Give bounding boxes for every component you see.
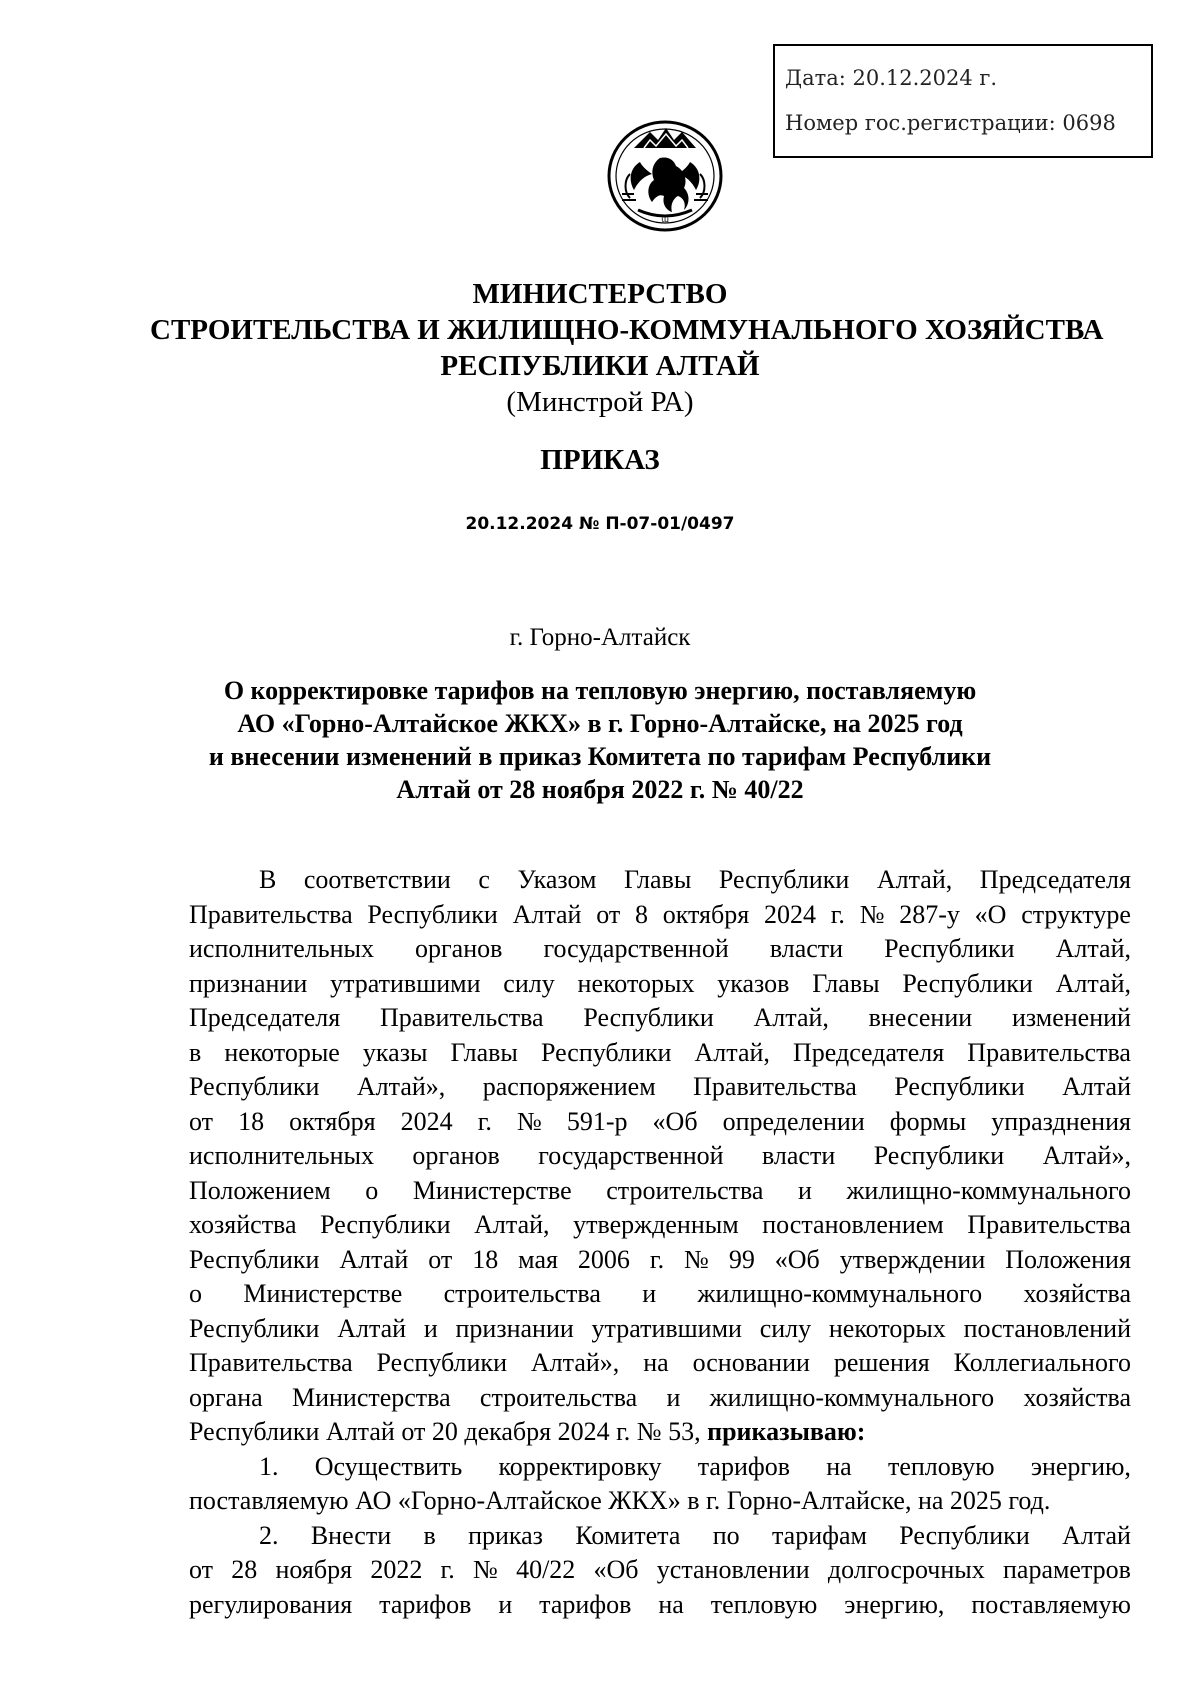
body-word: г. [830, 899, 845, 929]
body-word: № [473, 1555, 498, 1584]
body-line [189, 1346, 1131, 1381]
body-word: поставляемую [971, 1589, 1131, 1619]
body-line [189, 1277, 1131, 1312]
body-line [189, 1415, 1131, 1450]
body-word: Положением [189, 1175, 331, 1205]
body-word: государственной [538, 1141, 724, 1170]
body-word: Алтай, [753, 1003, 829, 1032]
body-word: Правительства [379, 1003, 544, 1032]
body-word: «Об [774, 1244, 820, 1274]
body-word: Республики [320, 1210, 451, 1239]
body-word: тарифов [379, 1589, 472, 1619]
body-word: Правительства [189, 1348, 353, 1377]
body-word: Коллегиального [953, 1348, 1131, 1377]
body-word: жилищно-коммунального [709, 1382, 995, 1412]
body-word: № [859, 899, 885, 929]
body-word: В [259, 865, 277, 894]
body-word: хозяйства [1023, 1279, 1131, 1308]
body-word: Алтай, [876, 865, 953, 894]
body-word: 287-у [899, 899, 960, 929]
body-word: утверждении [839, 1244, 986, 1274]
body-word: Указом [517, 865, 597, 894]
body-word: тепловую [887, 1451, 995, 1481]
body-word: постановлений [963, 1313, 1131, 1343]
body-word: Республики [189, 1072, 320, 1101]
body-line [189, 1105, 1131, 1140]
body-word: Алтай, [474, 1210, 550, 1239]
body-line [189, 1036, 1131, 1071]
subject-line: Алтай от 28 ноября 2022 г. № 40/22 [396, 775, 804, 804]
body-word: формы [889, 1106, 967, 1136]
body-word: 2006 [577, 1244, 630, 1274]
body-word: Алтай, [1055, 934, 1131, 963]
body-line [189, 863, 1131, 898]
body-word: власти [769, 934, 844, 963]
body-word: Алтай, [694, 1037, 770, 1067]
body-word: 2024 [400, 1106, 453, 1136]
body-word: 28 [231, 1555, 258, 1584]
body-word: Республики [189, 1313, 320, 1343]
body-line [189, 1243, 1131, 1278]
body-word: Республики [899, 1520, 1030, 1550]
body-line [189, 1553, 1131, 1588]
subject-line: О корректировке тарифов на тепловую энергию, поставляемую [223, 676, 977, 705]
body-word: мая [518, 1244, 558, 1274]
body-line-text: Республики Алтай от 20 декабря 2024 г. № 53, [189, 1417, 701, 1446]
body-word: на [658, 1589, 684, 1619]
body-word: Республики [376, 1348, 507, 1377]
body-word: от [189, 1555, 214, 1584]
coat-of-arms-icon [600, 118, 730, 234]
body-word: тарифов [539, 1589, 632, 1619]
body-word: Республики [718, 865, 850, 894]
body-word: «О [974, 899, 1007, 929]
ministry-title-line: РЕСПУБЛИКИ АЛТАЙ [440, 350, 760, 382]
body-word: Главы [450, 1037, 518, 1067]
ministry-title-line: СТРОИТЕЛЬСТВА И ЖИЛИЩНО-КОММУНАЛЬНОГО ХОЗЯЙСТВА [150, 314, 1104, 346]
body-word: Министерстве [412, 1175, 572, 1205]
body-word: жилищно-коммунального [697, 1279, 983, 1308]
body-line [189, 1588, 1131, 1623]
body-word: Министерстве [243, 1279, 403, 1308]
body-word: октября [662, 899, 750, 929]
body-word: регулирования [189, 1589, 353, 1619]
body-word: 99 [728, 1244, 755, 1274]
body-line: поставляемую АО «Горно-Алтайское ЖКХ» в г. Горно-Алтайске, на 2025 год. [189, 1486, 1051, 1515]
body-line [189, 1208, 1131, 1243]
body-word: постановлением [762, 1210, 944, 1239]
body-word: 591-р [566, 1106, 628, 1136]
body-word: Республики [873, 1141, 1005, 1170]
body-word: Внести [310, 1520, 392, 1550]
body-word: определении [722, 1106, 865, 1136]
body-word: внесении [868, 1003, 973, 1032]
body-word: указов [717, 968, 790, 998]
body-line [189, 932, 1131, 967]
body-word: Республики [583, 1003, 714, 1032]
body-word: исполнительных [189, 934, 374, 963]
order-subject [150, 674, 1050, 806]
ministry-short-name: (Минстрой РА) [506, 386, 694, 418]
body-word: «Об [652, 1106, 698, 1136]
registration-number-label: Номер гос.регистрации: [785, 111, 1056, 135]
body-word: Алтай [337, 1313, 407, 1343]
registration-date-row [785, 66, 1151, 111]
body-word: жилищно-коммунального [846, 1175, 1131, 1205]
body-word: и [642, 1279, 657, 1308]
body-word: изменений [1011, 1003, 1131, 1032]
body-word: силу [759, 1313, 812, 1343]
order-body [189, 863, 1131, 1622]
body-word: о [189, 1279, 202, 1308]
body-word: энергию, [844, 1589, 945, 1619]
body-word: Осуществить [314, 1451, 463, 1481]
body-line [189, 1001, 1131, 1036]
body-word: г. [440, 1555, 455, 1584]
body-word: Республики [189, 1244, 320, 1274]
body-word: Республики [884, 934, 1015, 963]
body-word: утвержденным [573, 1210, 739, 1239]
body-line [189, 1139, 1131, 1174]
body-word: 8 [634, 899, 648, 929]
body-word: на [643, 1348, 669, 1377]
body-word: признании [189, 968, 308, 998]
body-word: от [189, 1106, 214, 1136]
body-word: корректировку [498, 1451, 662, 1481]
body-line [189, 1312, 1131, 1347]
body-word: г. [477, 1106, 492, 1136]
body-word: Комитета [575, 1520, 681, 1550]
body-word: Алтай», [530, 1348, 620, 1377]
body-word: Председателя [793, 1037, 945, 1067]
body-word: 2022 [370, 1555, 423, 1584]
body-word: строительства [479, 1382, 638, 1412]
body-word: и [423, 1313, 438, 1343]
body-line [189, 1174, 1131, 1209]
body-line [189, 1381, 1131, 1416]
body-word: по [712, 1520, 740, 1550]
body-word: ноября [275, 1555, 353, 1584]
body-word: Алтай [339, 1244, 409, 1274]
body-word: № [516, 1106, 542, 1136]
body-word: Правительства [967, 1210, 1131, 1239]
body-word: от [596, 899, 621, 929]
body-line [189, 967, 1131, 1002]
body-line [189, 1450, 1131, 1485]
body-word: параметров [1002, 1555, 1131, 1584]
body-word: Положения [1005, 1244, 1131, 1274]
subject-line: и внесении изменений в приказ Комитета по тарифам Республики [208, 742, 992, 771]
body-word: Председателя [189, 1003, 341, 1032]
body-word: власти [761, 1141, 836, 1170]
body-word: органов [415, 934, 503, 963]
body-word: некоторые [224, 1037, 340, 1067]
body-word: некоторых [577, 968, 695, 998]
body-word: приказ [468, 1520, 543, 1550]
body-word: Алтай, [1055, 968, 1131, 998]
body-word: Правительства [967, 1037, 1131, 1067]
body-word: № [684, 1244, 709, 1274]
body-word: Главы [812, 968, 880, 998]
body-word: признании [455, 1313, 574, 1343]
body-word: Республики [902, 968, 1033, 998]
body-word: Правительства [693, 1072, 857, 1101]
body-word: в [423, 1520, 436, 1550]
body-word: 2. [259, 1520, 279, 1550]
body-word: Алтай [1062, 1072, 1131, 1101]
registration-date-value: 20.12.2024 г. [852, 66, 998, 90]
body-word: утратившими [591, 1313, 742, 1343]
body-word: 18 [238, 1106, 265, 1136]
body-word: 40/22 [516, 1555, 576, 1584]
body-word: утратившими [330, 968, 481, 998]
body-word: Республики [540, 1037, 672, 1067]
body-word: указы [362, 1037, 428, 1067]
registration-date-label: Дата: [785, 66, 846, 90]
body-word: и [498, 1589, 513, 1619]
ministry-header [150, 276, 1104, 420]
body-word: некоторых [828, 1313, 946, 1343]
body-word: тепловую [710, 1589, 818, 1619]
body-word: органа [189, 1382, 263, 1412]
body-word: строительства [606, 1175, 764, 1205]
body-word: структуре [1021, 899, 1131, 929]
body-word: органов [412, 1141, 500, 1170]
body-word: Главы [623, 865, 692, 894]
body-word: Правительства [189, 899, 353, 929]
body-word: и [666, 1382, 681, 1412]
body-word: Алтай [512, 899, 582, 929]
body-word: и [798, 1175, 812, 1205]
body-word: 18 [472, 1244, 499, 1274]
body-line [189, 1519, 1131, 1554]
body-word: государственной [543, 934, 729, 963]
body-word: силу [503, 968, 555, 998]
body-word: 1. [259, 1451, 279, 1481]
svg-text:ɯ: ɯ [661, 215, 669, 224]
body-word: в [189, 1037, 202, 1067]
body-word: Алтай [1062, 1520, 1131, 1550]
body-word: соответствии [303, 865, 451, 894]
body-word: хозяйства [189, 1210, 297, 1239]
body-word: долгосрочных [827, 1555, 985, 1584]
body-word: распоряжением [482, 1072, 656, 1101]
order-verb: приказываю: [707, 1417, 866, 1446]
body-word: энергию, [1030, 1451, 1131, 1481]
body-word: г. [649, 1244, 665, 1274]
body-word: тарифам [771, 1520, 867, 1550]
document-type: ПРИКАЗ [540, 444, 660, 476]
body-word: решения [833, 1348, 930, 1377]
subject-line: АО «Горно-Алтайское ЖКХ» в г. Горно-Алтайске, на 2025 год [237, 709, 963, 738]
body-word: Министерства [291, 1382, 451, 1412]
body-word: Республики [367, 899, 498, 929]
body-word: от [428, 1244, 453, 1274]
body-word: исполнительных [189, 1141, 374, 1170]
registration-number-row [785, 111, 1151, 156]
body-word: октября [289, 1106, 376, 1136]
ministry-title-line: МИНИСТЕРСТВО [472, 278, 728, 310]
body-word: упразднения [991, 1106, 1131, 1136]
city: г. Горно-Алтайск [509, 624, 691, 651]
body-word: тарифов [697, 1451, 790, 1481]
body-word: с [478, 865, 490, 894]
body-word: Алтай», [356, 1072, 446, 1101]
body-word: о [365, 1175, 379, 1205]
body-word: установлении [656, 1555, 810, 1584]
body-word: «Об [593, 1555, 639, 1584]
body-line [189, 898, 1131, 933]
body-line [189, 1070, 1131, 1105]
body-word: Алтай», [1042, 1141, 1131, 1170]
body-word: хозяйства [1023, 1382, 1131, 1412]
body-word: 2024 [763, 899, 816, 929]
registration-stamp [773, 44, 1153, 158]
body-word: основании [692, 1348, 810, 1377]
body-word: на [826, 1451, 852, 1481]
body-word: строительства [443, 1279, 601, 1308]
body-word: Республики [894, 1072, 1025, 1101]
registration-number-value: 0698 [1062, 111, 1116, 135]
order-number: 20.12.2024 № П-07-01/0497 [465, 514, 735, 534]
body-word: Председателя [979, 865, 1131, 894]
